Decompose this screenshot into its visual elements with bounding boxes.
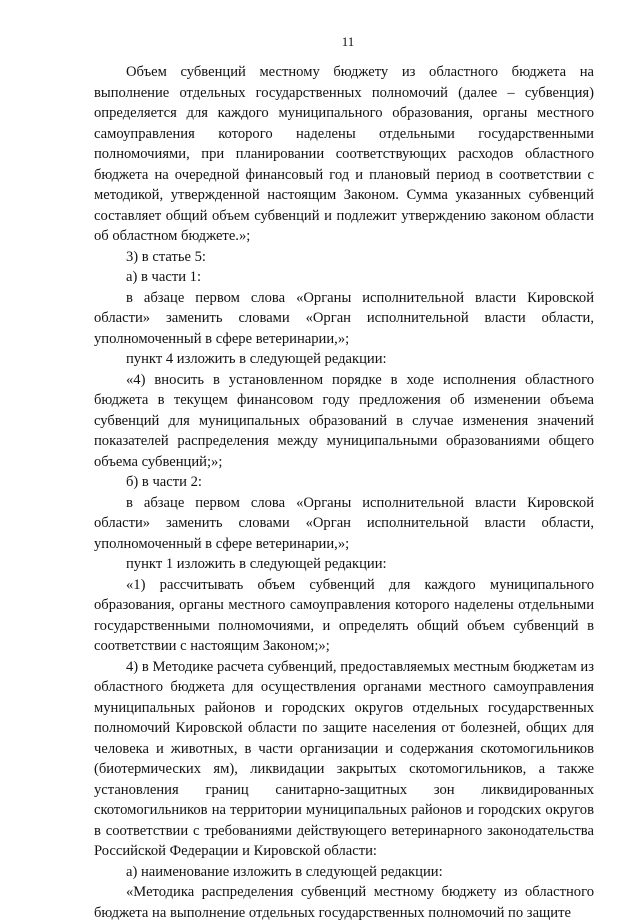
paragraph-replace-words-2: в абзаце первом слова «Органы исполнительной власти Кировской области» заменить словами «Орган исполнительной власти области, уполномоченный в сфере ветеринарии,»; [94, 494, 594, 552]
paragraph-article-5: 3) в статье 5: [126, 248, 206, 265]
paragraph-point-1-text: «1) рассчитывать объем субвенций для каждого муниципального образования, органы местного самоуправления которого наделены отдельными государственными полномочиями, и определять общий объем субвенций в соответствии с настоящим Законом;»; [94, 576, 594, 654]
paragraph-part-1-a: а) в части 1: [126, 269, 202, 285]
paragraph-intro-volume: Объем субвенций местному бюджету из областного бюджета на выполнение отдельных государственных полномочий (далее – субвенция) определяется для каждого муниципального образования, органы местного самоуправления которого наделены отдельными государственными полномочиями, при планировании соответствующих расходов областного бюджета на очередной финансовый год и плановый период в соответствии с методикой, утвержденной настоящим Законом. Сумма указанных субвенций составляет общий объем субвенций и подлежит утверждению законом области об областном бюджете.»; [94, 64, 594, 244]
document-body [94, 62, 594, 923]
paragraph-title-text: «Методика распределения субвенций местному бюджету из областного бюджета на выполнение отдельных государственных полномочий по защите [94, 884, 594, 921]
paragraph-point-4-header: пункт 4 изложить в следующей редакции: [126, 351, 387, 367]
paragraph-methodology: 4) в Методике расчета субвенций, предоставляемых местным бюджетам из областного бюджета для осуществления органами местного самоуправления муниципальных районов и городских округов отдельных государственных полномочий Кировской области по защите населения от болезней, общих для человека и животных, в части организации и содержания скотомогильников (биотермических ям), ликвидации закрытых скотомогильников, а также установления границ санитарно-защитных зон ликвидированных скотомогильников на территории муниципальных районов и городских округов в соответствии с требованиями действующего ветеринарного законодательства Российской Федерации и Кировской области: [94, 658, 594, 859]
page-number: 11 [341, 34, 355, 49]
paragraph-point-4-text: «4) вносить в установленном порядке в ходе исполнения областного бюджета в текущем финансовом году предложения об изменении объема субвенций для муниципальных образований в случае изменения значений показателей распределения между муниципальными образованиями общего объема субвенций;»; [94, 371, 594, 470]
paragraph-title-header: а) наименование изложить в следующей редакции: [126, 863, 443, 880]
paragraph-point-1-header: пункт 1 изложить в следующей редакции: [126, 556, 387, 572]
paragraph-part-2-b: б) в части 2: [126, 474, 202, 490]
paragraph-replace-words-1: в абзаце первом слова «Органы исполнительной власти Кировской области» заменить словами «Орган исполнительной власти области, уполномоченный в сфере ветеринарии,»; [94, 289, 594, 347]
